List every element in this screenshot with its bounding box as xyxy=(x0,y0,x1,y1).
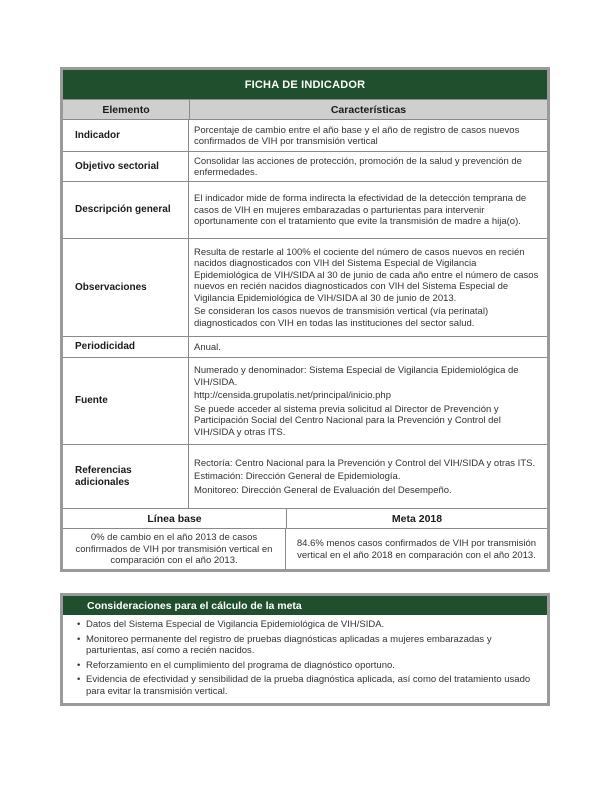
bullet-icon: • xyxy=(77,659,81,671)
row-label: Referencias adicionales xyxy=(63,445,189,508)
row-objetivo-sectorial xyxy=(63,152,547,182)
row-text: Anual. xyxy=(194,341,221,353)
list-item-text: Evidencia de efectividad y sensibilidad de la prueba diagnóstica aplicada, así como del tratamiento usado para evitar la transmisión vertical. xyxy=(86,674,531,697)
row-text: El indicador mide de forma indirecta la efectividad de la detección temprana de casos de VIH en mujeres embarazadas o parturientas para intervenir oportunamente con el tratamiento que evite la transmisión de madre a hija(o). xyxy=(194,193,527,228)
row-value xyxy=(189,182,547,238)
list-item-text: Monitoreo permanente del registro de pruebas diagnósticas aplicadas a mujeres embarazadas y parturientas, así como a recién nacidos. xyxy=(86,633,492,656)
row-text: Consolidar las acciones de protección, promoción de la salud y prevención de enfermedades. xyxy=(194,155,522,178)
list-item xyxy=(77,619,539,631)
indicator-sheet xyxy=(60,67,550,572)
linea-base-text: 0% de cambio en el año 2013 de casos confirmados de VIH por transmisión vertical en comparación con el año 2013. xyxy=(63,529,286,570)
row-value xyxy=(189,120,547,151)
list-item xyxy=(77,634,539,657)
row-value xyxy=(189,445,547,508)
row-descripcion-general xyxy=(63,182,547,239)
baseline-values xyxy=(63,529,547,570)
baseline-header xyxy=(63,509,547,529)
considerations-box xyxy=(60,593,550,706)
bullet-icon: • xyxy=(77,674,81,685)
row-fuente xyxy=(63,358,547,445)
row-label: Fuente xyxy=(63,358,189,444)
row-label: Objetivo sectorial xyxy=(63,152,189,181)
row-label: Observaciones xyxy=(63,239,189,336)
row-value xyxy=(189,358,547,444)
row-label: Descripción general xyxy=(63,182,189,238)
list-item xyxy=(77,674,539,697)
row-text: Se consideran los casos nuevos de transmisión vertical (vía perinatal) diagnosticados con VIH en todas las instituciones del sector salud. xyxy=(194,306,489,329)
row-text: Rectoría: Centro Nacional para la Prevención y Control del VIH/SIDA y otras ITS. xyxy=(194,457,536,469)
table-header xyxy=(63,99,547,120)
bullet-icon: • xyxy=(77,633,81,645)
source-url: http://censida.grupolatis.net/principal/inicio.php xyxy=(194,390,391,401)
row-indicador xyxy=(63,120,547,152)
row-text: Resulta de restarle al 100% el cociente del número de casos nuevos en recién nacidos diagnosticados con VIH del Sistema Especial de Vigilancia Epidemiológica de VIH/SIDA al 30 de junio de cada año entre el número de casos nuevos en recién nacidos diagnosticados con VIH del Sistema Especial de Vigilancia Epidemiológica de VIH/SIDA al 30 de junio de 2013. xyxy=(194,246,539,304)
meta-label: Meta 2018 xyxy=(391,512,443,525)
list-item xyxy=(77,660,539,672)
column-header-caracteristicas: Características xyxy=(330,103,407,116)
row-value xyxy=(189,152,547,181)
sheet-title: FICHA DE INDICADOR xyxy=(63,70,547,99)
row-text: Porcentaje de cambio entre el año base y el año de registro de casos nuevos confirmados de VIH por transmisión vertical xyxy=(194,124,520,147)
row-text: Se puede acceder al sistema previa solicitud al Director de Prevención y Participación Social del Centro Nacional para la Prevención y Control del VIH/SIDA y otras ITS. xyxy=(194,403,501,438)
row-value xyxy=(189,337,547,357)
row-text: Monitoreo: Dirección General de Evaluación del Desempeño. xyxy=(194,484,452,496)
row-label: Indicador xyxy=(63,120,189,151)
bullet-icon: • xyxy=(77,619,81,630)
row-label: Periodicidad xyxy=(63,337,189,357)
row-text: Estimación: Dirección General de Epidemiología. xyxy=(194,471,401,483)
considerations-title: Consideraciones para el cálculo de la meta xyxy=(63,596,547,615)
row-observaciones xyxy=(63,239,547,337)
column-header-elemento: Elemento xyxy=(63,100,190,119)
list-item-text: Datos del Sistema Especial de Vigilancia Epidemiológica de VIH/SIDA. xyxy=(86,619,385,630)
row-periodicidad xyxy=(63,337,547,358)
row-value xyxy=(189,239,547,336)
considerations-list xyxy=(63,619,547,697)
meta-text: 84.6% menos casos confirmados de VIH por transmisión vertical en el año 2018 en comparación con el año 2013. xyxy=(296,538,537,561)
row-referencias-adicionales xyxy=(63,445,547,509)
linea-base-label: Línea base xyxy=(63,509,287,528)
list-item-text: Reforzamiento en el cumplimiento del programa de diagnóstico oportuno. xyxy=(86,659,395,671)
row-text: Numerado y denominador: Sistema Especial de Vigilancia Epidemiológica de VIH/SIDA. xyxy=(194,365,519,388)
